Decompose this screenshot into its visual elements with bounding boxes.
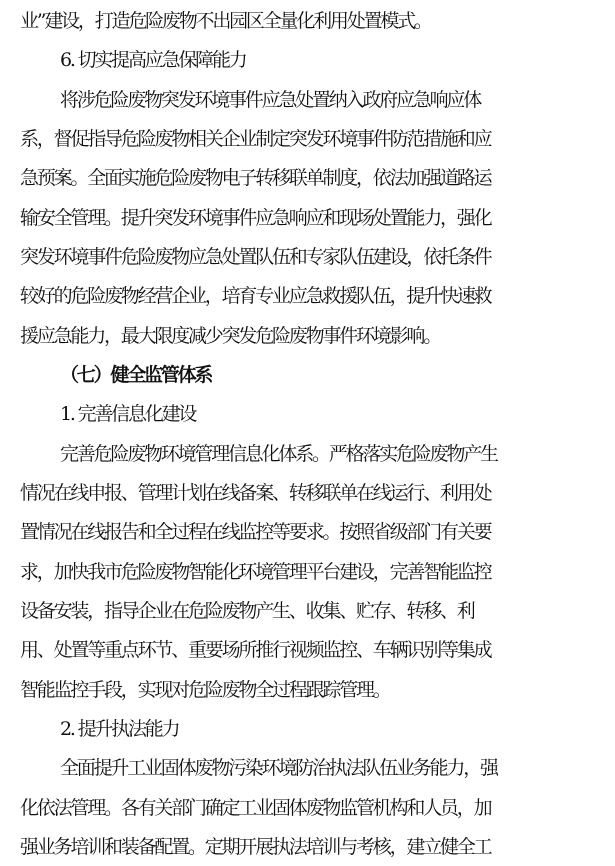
paragraph-line: 较好的危险废物经营企业，培育专业应急救援队伍，提升快速救 xyxy=(20,285,491,307)
section-heading: 1. 完善信息化建设 xyxy=(60,403,196,425)
chapter-heading: （七）健全监管体系 xyxy=(60,364,212,386)
section-heading: 6. 切实提高应急保障能力 xyxy=(60,49,246,71)
paragraph-line: 智能监控手段，实现对危险废物全过程跟踪管理。 xyxy=(20,679,390,701)
paragraph-line: 用、处置等重点环节、重要场所推行视频监控、车辆识别等集成 xyxy=(20,639,491,661)
paragraph-line: 援应急能力，最大限度减少突发危险废物事件环境影响。 xyxy=(20,325,441,347)
paragraph-line: 突发环境事件危险废物应急处置队伍和专家队伍建设，依托条件 xyxy=(20,246,491,268)
paragraph-line: 完善危险废物环境管理信息化体系。严格落实危险废物产生 xyxy=(60,443,497,465)
paragraph-line: 求，加快我市危险废物智能化环境管理平台建设，完善智能监控 xyxy=(20,561,491,583)
paragraph-line: 强业务培训和装备配置。定期开展执法培训与考核，建立健全工 xyxy=(20,836,491,858)
paragraph-line: 情况在线申报、管理计划在线备案、转移联单在线运行、利用处 xyxy=(20,482,491,504)
paragraph-line: 将涉危险废物突发环境事件应急处置纳入政府应急响应体 xyxy=(60,89,481,111)
paragraph-line: 全面提升工业固体废物污染环境防治执法队伍业务能力，强 xyxy=(60,757,497,779)
paragraph-line: 系，督促指导危险废物相关企业制定突发环境事件防范措施和应 xyxy=(20,128,491,150)
paragraph-line: 置情况在线报告和全过程在线监控等要求。按照省级部门有关要 xyxy=(20,521,491,543)
paragraph-line: 设备安装，指导企业在危险废物产生、收集、贮存、转移、利 xyxy=(20,600,474,622)
paragraph-line: 急预案。全面实施危险废物电子转移联单制度，依法加强道路运 xyxy=(20,167,491,189)
paragraph-line: 业”建设，打造危险废物不出园区全量化利用处置模式。 xyxy=(20,10,431,32)
paragraph-line: 输安全管理。提升突发环境事件应急响应和现场处置能力，强化 xyxy=(20,207,491,229)
paragraph-line: 化依法管理。各有关部门确定工业固体废物监管机构和人员，加 xyxy=(20,797,491,819)
section-heading: 2. 提升执法能力 xyxy=(60,718,179,740)
